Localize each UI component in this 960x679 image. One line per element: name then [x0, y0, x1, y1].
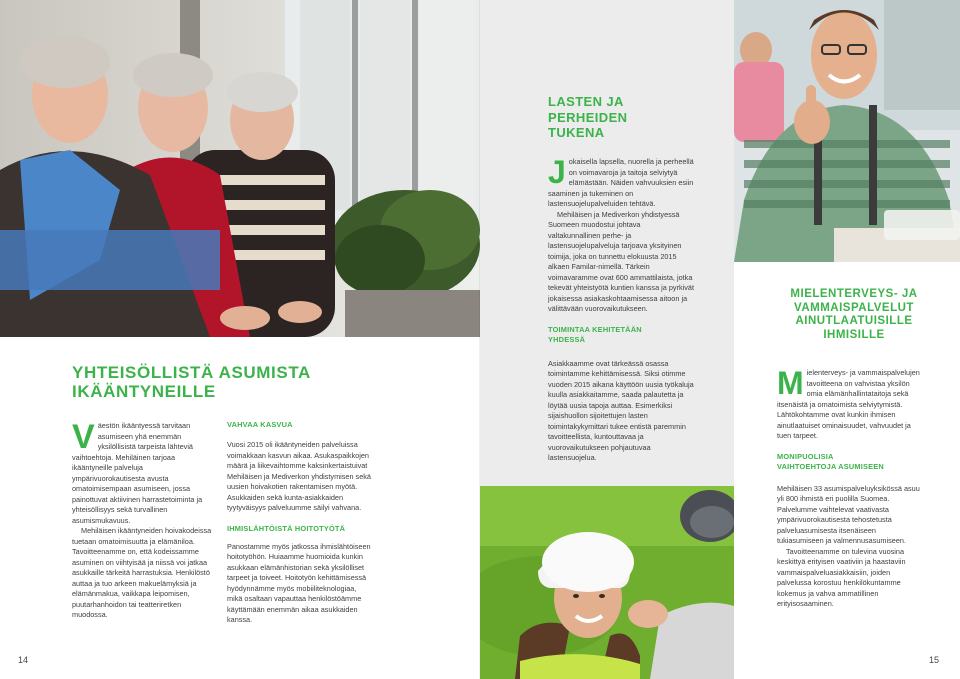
- section1-paragraph-3: Asiakkaamme ovat tärkeässä osassa toimintamme kehittämisessä. Siksi otimme vuoden 2015 aikana käyttöön uusia työkaluja kuulla asiakkaitamme, saada palautetta ja löytää uusia tapoja auttaa. Esimerkiksi sijaishuollon sijoitettujen lasten toimintakykymittari tukee entistä paremmin tavoitteellista, kuntouttavaa ja vuorovaikutukseen pohjautuvaa lastensuojelua.: [548, 358, 694, 462]
- section1-headline-line2: PERHEIDEN: [548, 109, 628, 125]
- section2-subhead-line1: MONIPUOLISIA: [777, 451, 834, 461]
- photo-elderly-women: [0, 0, 480, 337]
- section2-headline-line2: VAMMAISPALVELUT: [794, 301, 914, 314]
- section2-dropcap: M: [777, 365, 804, 401]
- section2-headline: [754, 288, 954, 342]
- section2-subhead: [777, 452, 923, 472]
- section2-body: [777, 365, 923, 610]
- left-subhead-1: VAHVAA KASVUA: [227, 420, 293, 429]
- section1-paragraph-2: Mehiläisen ja Mediverkon yhdistyessä Suomeen muodostui johtava valtakunnallinen perhe- ja lastensuojelupalveluja tarjoava yksityinen toimija, joka on tunnettu elokuusta 2015 alkaen Familar-nimellä. Tärkein voimavaramme ovat 600 ammattilaista, jotka tekevät yhteistyötä kuntien kanssa ja pyrkivät jokaisessa asiakaskohtaamisessa aitoon ja välittävään vuorovaikutukseen.: [548, 209, 695, 313]
- left-column-1: [72, 418, 215, 621]
- left-col2-paragraph-1: Vuosi 2015 oli ikääntyneiden palveluissa voimakkaan kasvun aikaa. Asukaspaikkojen määrä ja liikevaihtomme kaksinkertaistuivat Mehiläisen ja Mediverkon yhdistymisen sekä uusien hoivakotien rakentamisen myötä. Asukkaiden sekä kunta-asiakkaiden tyytyväisyys palveluumme säilyi vahvana.: [227, 440, 371, 512]
- section1-subhead-line2: YHDESSÄ: [548, 334, 586, 344]
- section2-paragraph-1: ielenterveys- ja vammaispalvelujen tavoitteena on vahvistaa yksilön omia elämänhallintataitoja sekä itsenäistä ja omatoimista selviytymistä. Lähtökohtamme ovat kunkin ihmisen ainutlaatuiset ominaisuudet, vahvuudet ja tuen tarpeet.: [777, 368, 920, 440]
- page-number-left: 14: [18, 655, 29, 665]
- left-subhead-2: IHMISLÄHTÖISTÄ HOITOTYÖTÄ: [227, 523, 346, 533]
- section1-body: [548, 154, 695, 464]
- section2-paragraph-3: Tavoitteenamme on tulevina vuosina keskittyä erityisen vaativiin ja haastaviin vammaispalveluasiakkaisiin, joiden palvelussa korostuu henkilökuntamme kokemus ja vahva ammatillinen erityisosaaminen.: [777, 546, 906, 608]
- left-column-2: [227, 420, 372, 626]
- section2-headline-line4: IHMISILLE: [823, 328, 885, 341]
- section1-headline-line1: LASTEN JA: [548, 94, 624, 109]
- left-col1-paragraph-1: äestön ikääntyessä tarvitaan asumiseen yhä enemmän yksilöllisistä tarpeista lähteviä vaihtoehtoja. Mehiläinen tarjoaa ikääntyneille palveluja ympärivuorokautisesta avusta omatoimisempaan asumiseen, jossa painottuvat aktiivinen harrastetoiminta ja yhteisöllisyys sekä turvallinen asumismukavuus.: [72, 421, 203, 525]
- section2-paragraph-2: Mehiläisen 33 asumispalveluyksikössä asuu yli 800 ihmistä eri puolilla Suomea. Palvelumme vaihtelevat vaativasta ympärivuorokautisesta tehostetusta palveluasumisesta itsenäiseen tukiasumiseen ja valmennusasumiseen.: [777, 483, 920, 545]
- section2-headline-line3: AINUTLAATUISILLE: [795, 315, 913, 327]
- photo-girl-helmet: [480, 486, 734, 679]
- section2-headline-line1: MIELENTERVEYS- JA: [790, 288, 918, 300]
- left-headline-line1: YHTEISÖLLISTÄ ASUMISTA: [72, 363, 311, 382]
- section1-headline: [548, 94, 627, 141]
- photo-smiling-man: [734, 0, 960, 262]
- section1-headline-line3: TUKENA: [548, 125, 605, 140]
- left-dropcap: V: [72, 418, 95, 456]
- page-number-right: 15: [929, 655, 940, 665]
- left-col1-paragraph-2: Mehiläisen ikääntyneiden hoivakodeissa tuetaan omatoimisuutta ja elämäniloa. Tavoitteenamme on, että kodeissamme asuminen on viihtyisää ja niissä voi jatkaa asukkaille tärkeitä harrastuksia. Henkilöstö auttaa ja tuo arkeen makuelämyksiä ja elämänmakua, vaikkapa leipomisen, puutarhanhoidon tai teatteriretken muodossa.: [72, 526, 212, 619]
- section1-subhead-line1: TOIMINTAA KEHITETÄÄN: [548, 324, 642, 334]
- section1-paragraph-1: okaisella lapsella, nuorella ja perheellä on voimavaroja ja taitoja selviytyä elämästään. Näiden vahvuuksien esiin saaminen ja tukeminen on lastensuojelupalveluiden tehtävä.: [548, 157, 694, 208]
- section1-subhead: [548, 325, 694, 345]
- left-headline: [72, 363, 311, 401]
- section1-dropcap: J: [548, 154, 566, 190]
- left-col2-paragraph-2: Panostamme myös jatkossa ihmislähtöiseen hoitotyöhön. Huiaamme huomioida kunkin asukkaan elämänhistorian sekä yksilölliset tarpeet ja toiveet. Hoitotyön kehittämisessä hyödynnämme myös mobiiliteknologiaa, mikä osaltaan vapauttaa henkilöstöämme käyttämään enemmän aikaa asukkaiden kanssa.: [227, 541, 371, 624]
- left-headline-line2: IKÄÄNTYNEILLE: [72, 382, 216, 401]
- section2-subhead-line2: VAIHTOEHTOJA ASUMISEEN: [777, 461, 884, 471]
